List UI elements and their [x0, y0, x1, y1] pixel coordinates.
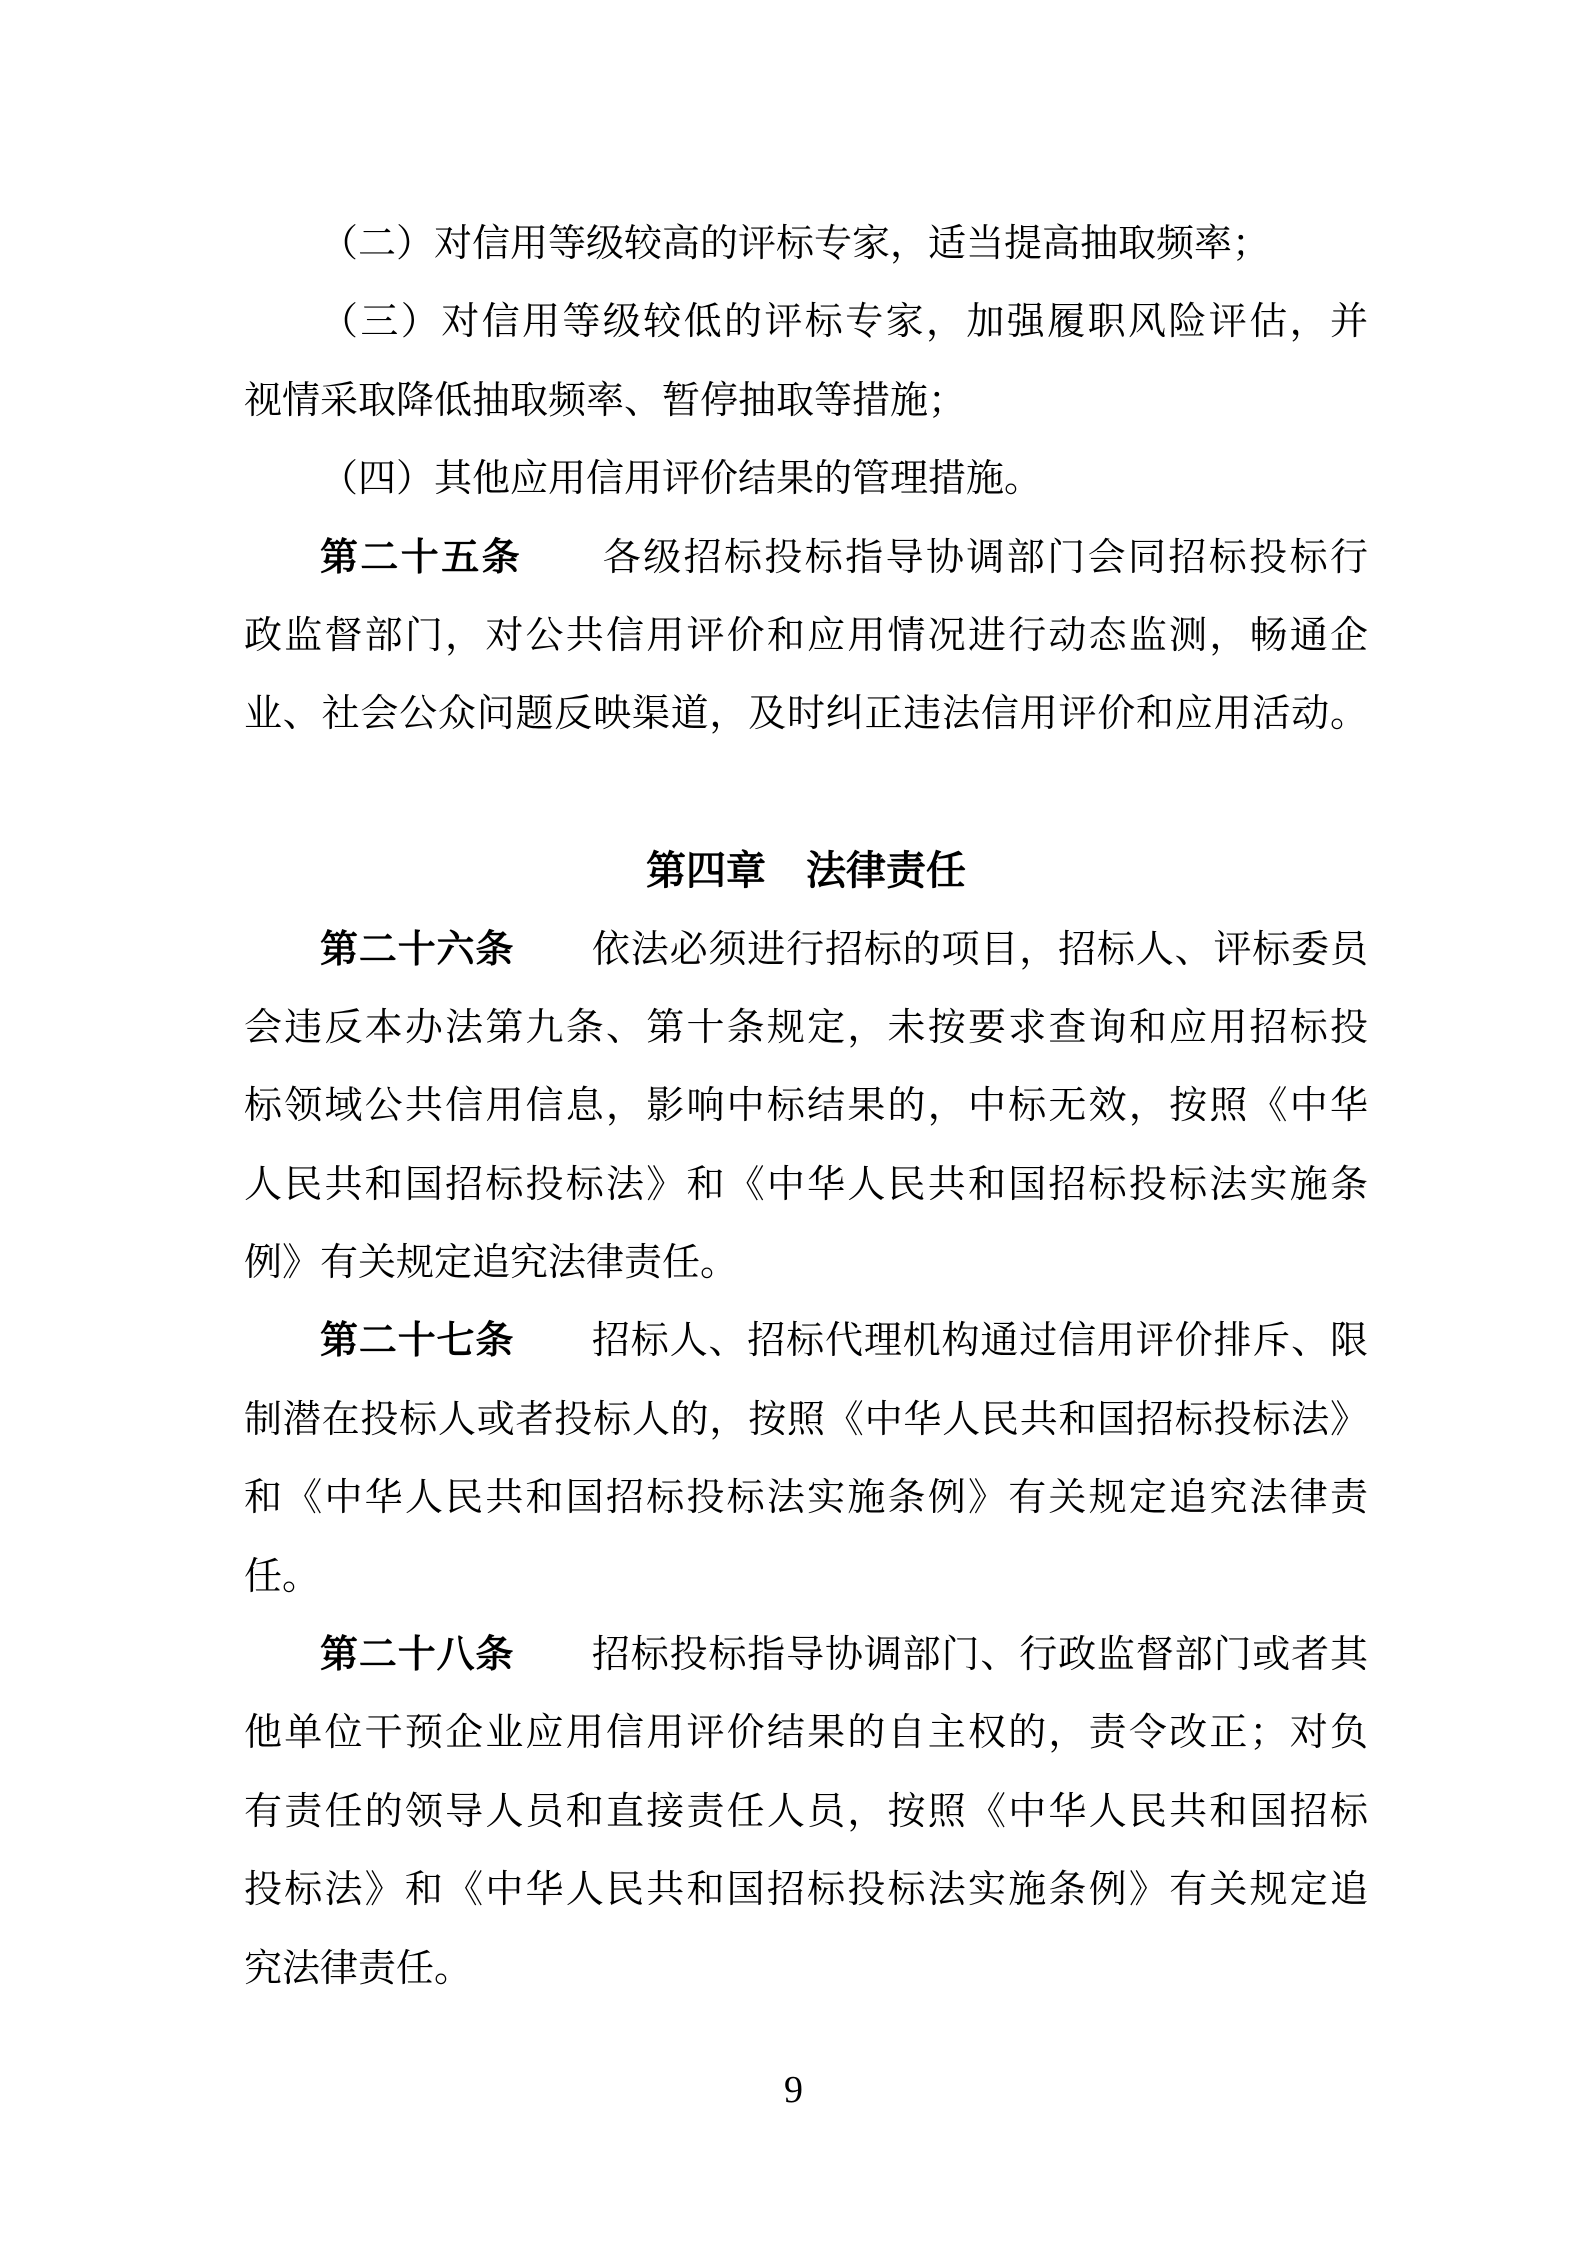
line-text: 依法必须进行招标的项目，招标人、评标委员 — [514, 928, 1368, 971]
paragraph-line: 究法律责任。 — [244, 1947, 473, 1990]
page-number: 9 — [784, 2069, 803, 2111]
paragraph-line: 政监督部门，对公共信用评价和应用情况进行动态监测，畅通企 — [244, 614, 1368, 657]
article-number-label: 第二十五条 — [320, 536, 522, 579]
line-text: 招标投标指导协调部门、行政监督部门或者其 — [514, 1634, 1368, 1677]
paragraph-line — [244, 911, 1368, 989]
paragraph-line: 有责任的领导人员和直接责任人员，按照《中华人民共和国招标 — [244, 1790, 1368, 1833]
article-number-label: 第二十七条 — [320, 1320, 515, 1363]
paragraph-line: 标领域公共信用信息，影响中标结果的，中标无效，按照《中华 — [244, 1085, 1368, 1128]
paragraph-line — [244, 1616, 1368, 1694]
paragraph-line: 业、社会公众问题反映渠道，及时纠正违法信用评价和应用活动。 — [244, 693, 1368, 736]
chapter-heading: 第四章 法律责任 — [646, 849, 966, 894]
paragraph-line: （二）对信用等级较高的评标专家，适当提高抽取频率； — [320, 223, 1271, 265]
paragraph-line: 任。 — [244, 1555, 321, 1598]
paragraph-line: 投标法》和《中华人民共和国招标投标法实施条例》有关规定追 — [244, 1869, 1368, 1912]
paragraph-line: 人民共和国招标投标法》和《中华人民共和国招标投标法实施条 — [244, 1163, 1368, 1206]
line-text: 各级招标投标指导协调部门会同招标投标行 — [522, 536, 1368, 579]
paragraph-line: （四）其他应用信用评价结果的管理措施。 — [320, 458, 1043, 501]
blank-line — [244, 754, 1368, 832]
paragraph-line: 视情采取降低抽取频率、暂停抽取等措施； — [244, 379, 967, 422]
paragraph-line: 他单位干预企业应用信用评价结果的自主权的，责令改正；对负 — [244, 1712, 1368, 1755]
paragraph-line — [244, 519, 1368, 597]
paragraph-line: （三）对信用等级较低的评标专家，加强履职风险评估，并 — [320, 301, 1368, 344]
article-number-label: 第二十六条 — [320, 928, 515, 971]
paragraph-line: 例》有关规定追究法律责任。 — [244, 1242, 739, 1285]
paragraph-line: 制潜在投标人或者投标人的，按照《中华人民共和国招标投标法》 — [244, 1398, 1368, 1441]
line-text: 招标人、招标代理机构通过信用评价排斥、限 — [514, 1320, 1368, 1363]
text-block — [244, 205, 1368, 2008]
article-number-label: 第二十八条 — [320, 1634, 515, 1677]
paragraph-line — [244, 1302, 1368, 1380]
paragraph-line: 会违反本办法第九条、第十条规定，未按要求查询和应用招标投 — [244, 1006, 1368, 1049]
paragraph-line: 和《中华人民共和国招标投标法实施条例》有关规定追究法律责 — [244, 1477, 1368, 1520]
